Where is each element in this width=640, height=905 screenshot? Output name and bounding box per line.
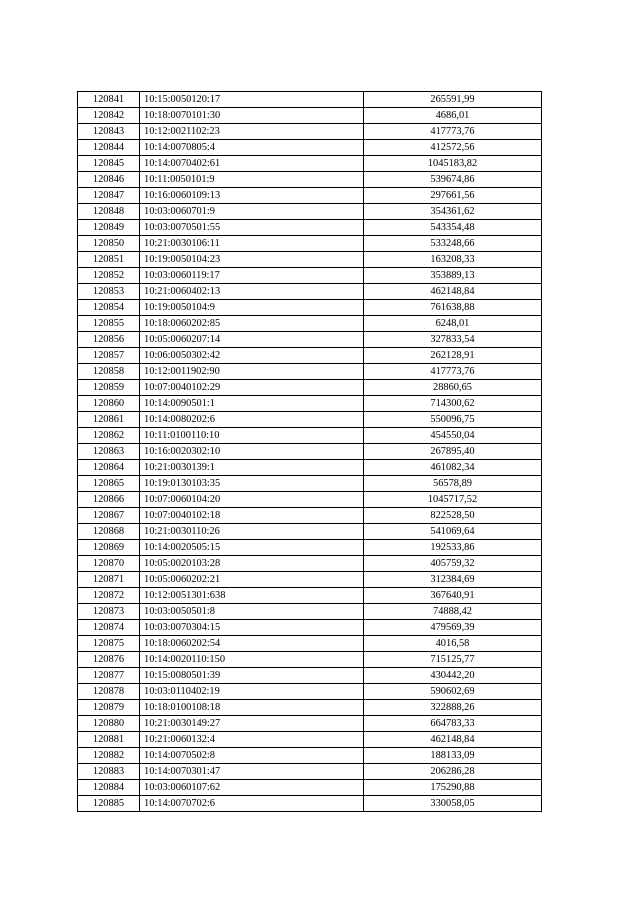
- cadastral-number-cell: 10:21:0060402:13: [140, 284, 364, 300]
- cadastral-number-cell: 10:07:0040102:29: [140, 380, 364, 396]
- table-row: [78, 428, 542, 444]
- table-row: [78, 780, 542, 796]
- amount-cell: 430442,20: [364, 668, 542, 684]
- amount-cell: 412572,56: [364, 140, 542, 156]
- cadastral-number-cell: 10:12:0011902:90: [140, 364, 364, 380]
- amount-cell: 322888,26: [364, 700, 542, 716]
- table-row: [78, 716, 542, 732]
- row-id-cell: 120872: [78, 588, 140, 604]
- row-id-cell: 120844: [78, 140, 140, 156]
- cadastral-number-cell: 10:14:0070805:4: [140, 140, 364, 156]
- amount-cell: 550096,75: [364, 412, 542, 428]
- cadastral-number-cell: 10:05:0020103:28: [140, 556, 364, 572]
- table-row: [78, 604, 542, 620]
- table-row: [78, 684, 542, 700]
- row-id-cell: 120871: [78, 572, 140, 588]
- amount-cell: 539674,86: [364, 172, 542, 188]
- table-row: [78, 636, 542, 652]
- cadastral-number-cell: 10:19:0050104:23: [140, 252, 364, 268]
- row-id-cell: 120856: [78, 332, 140, 348]
- table-row: [78, 364, 542, 380]
- cadastral-number-cell: 10:16:0060109:13: [140, 188, 364, 204]
- table-row: [78, 732, 542, 748]
- cadastral-number-cell: 10:14:0080202:6: [140, 412, 364, 428]
- row-id-cell: 120846: [78, 172, 140, 188]
- cadastral-number-cell: 10:05:0060207:14: [140, 332, 364, 348]
- cadastral-number-cell: 10:05:0060202:21: [140, 572, 364, 588]
- table-row: [78, 316, 542, 332]
- row-id-cell: 120867: [78, 508, 140, 524]
- amount-cell: 4686,01: [364, 108, 542, 124]
- cadastral-number-cell: 10:14:0090501:1: [140, 396, 364, 412]
- table-row: [78, 396, 542, 412]
- row-id-cell: 120863: [78, 444, 140, 460]
- table-row: [78, 492, 542, 508]
- row-id-cell: 120876: [78, 652, 140, 668]
- row-id-cell: 120884: [78, 780, 140, 796]
- amount-cell: 533248,66: [364, 236, 542, 252]
- table-row: [78, 284, 542, 300]
- table-row: [78, 748, 542, 764]
- row-id-cell: 120874: [78, 620, 140, 636]
- row-id-cell: 120852: [78, 268, 140, 284]
- cadastral-number-cell: 10:03:0060701:9: [140, 204, 364, 220]
- row-id-cell: 120862: [78, 428, 140, 444]
- cadastral-table: [77, 91, 542, 812]
- cadastral-number-cell: 10:12:0021102:23: [140, 124, 364, 140]
- amount-cell: 297661,56: [364, 188, 542, 204]
- amount-cell: 417773,76: [364, 364, 542, 380]
- amount-cell: 590602,69: [364, 684, 542, 700]
- row-id-cell: 120870: [78, 556, 140, 572]
- amount-cell: 206286,28: [364, 764, 542, 780]
- amount-cell: 28860,65: [364, 380, 542, 396]
- table-row: [78, 172, 542, 188]
- cadastral-number-cell: 10:03:0110402:19: [140, 684, 364, 700]
- row-id-cell: 120883: [78, 764, 140, 780]
- cadastral-number-cell: 10:15:0080501:39: [140, 668, 364, 684]
- row-id-cell: 120842: [78, 108, 140, 124]
- amount-cell: 327833,54: [364, 332, 542, 348]
- row-id-cell: 120850: [78, 236, 140, 252]
- table-row: [78, 556, 542, 572]
- row-id-cell: 120851: [78, 252, 140, 268]
- table-row: [78, 348, 542, 364]
- amount-cell: 462148,84: [364, 732, 542, 748]
- cadastral-number-cell: 10:18:0100108:18: [140, 700, 364, 716]
- table-row: [78, 476, 542, 492]
- amount-cell: 417773,76: [364, 124, 542, 140]
- table-row: [78, 764, 542, 780]
- table-row: [78, 188, 542, 204]
- table-row: [78, 156, 542, 172]
- cadastral-number-cell: 10:03:0050501:8: [140, 604, 364, 620]
- amount-cell: 188133,09: [364, 748, 542, 764]
- table-row: [78, 444, 542, 460]
- row-id-cell: 120868: [78, 524, 140, 540]
- cadastral-number-cell: 10:03:0070304:15: [140, 620, 364, 636]
- amount-cell: 405759,32: [364, 556, 542, 572]
- cadastral-number-cell: 10:16:0020302:10: [140, 444, 364, 460]
- row-id-cell: 120885: [78, 796, 140, 812]
- cadastral-number-cell: 10:14:0020505:15: [140, 540, 364, 556]
- row-id-cell: 120860: [78, 396, 140, 412]
- amount-cell: 267895,40: [364, 444, 542, 460]
- amount-cell: 367640,91: [364, 588, 542, 604]
- row-id-cell: 120879: [78, 700, 140, 716]
- amount-cell: 175290,88: [364, 780, 542, 796]
- cadastral-number-cell: 10:15:0050120:17: [140, 92, 364, 108]
- amount-cell: 541069,64: [364, 524, 542, 540]
- amount-cell: 192533,86: [364, 540, 542, 556]
- table-row: [78, 300, 542, 316]
- table-row: [78, 92, 542, 108]
- row-id-cell: 120848: [78, 204, 140, 220]
- cadastral-number-cell: 10:21:0060132:4: [140, 732, 364, 748]
- table-row: [78, 140, 542, 156]
- amount-cell: 354361,62: [364, 204, 542, 220]
- amount-cell: 265591,99: [364, 92, 542, 108]
- amount-cell: 163208,33: [364, 252, 542, 268]
- amount-cell: 664783,33: [364, 716, 542, 732]
- cadastral-number-cell: 10:11:0100110:10: [140, 428, 364, 444]
- row-id-cell: 120854: [78, 300, 140, 316]
- cadastral-number-cell: 10:18:0060202:85: [140, 316, 364, 332]
- amount-cell: 543354,48: [364, 220, 542, 236]
- table-row: [78, 460, 542, 476]
- table-row: [78, 524, 542, 540]
- table-row: [78, 268, 542, 284]
- table-row: [78, 620, 542, 636]
- table-row: [78, 220, 542, 236]
- cadastral-number-cell: 10:06:0050302:42: [140, 348, 364, 364]
- cadastral-number-cell: 10:21:0030139:1: [140, 460, 364, 476]
- amount-cell: 74888,42: [364, 604, 542, 620]
- table-row: [78, 204, 542, 220]
- row-id-cell: 120843: [78, 124, 140, 140]
- row-id-cell: 120849: [78, 220, 140, 236]
- row-id-cell: 120841: [78, 92, 140, 108]
- table-row: [78, 508, 542, 524]
- amount-cell: 56578,89: [364, 476, 542, 492]
- cadastral-number-cell: 10:03:0060119:17: [140, 268, 364, 284]
- table-row: [78, 668, 542, 684]
- row-id-cell: 120859: [78, 380, 140, 396]
- amount-cell: 479569,39: [364, 620, 542, 636]
- table-row: [78, 540, 542, 556]
- row-id-cell: 120855: [78, 316, 140, 332]
- cadastral-number-cell: 10:21:0030149:27: [140, 716, 364, 732]
- amount-cell: 262128,91: [364, 348, 542, 364]
- cadastral-number-cell: 10:21:0030110:26: [140, 524, 364, 540]
- cadastral-number-cell: 10:14:0070402:61: [140, 156, 364, 172]
- cadastral-number-cell: 10:11:0050101:9: [140, 172, 364, 188]
- amount-cell: 454550,04: [364, 428, 542, 444]
- table-row: [78, 380, 542, 396]
- row-id-cell: 120857: [78, 348, 140, 364]
- row-id-cell: 120880: [78, 716, 140, 732]
- table-row: [78, 236, 542, 252]
- table-row: [78, 108, 542, 124]
- cadastral-number-cell: 10:14:0070502:8: [140, 748, 364, 764]
- amount-cell: 714300,62: [364, 396, 542, 412]
- amount-cell: 6248,01: [364, 316, 542, 332]
- row-id-cell: 120845: [78, 156, 140, 172]
- row-id-cell: 120861: [78, 412, 140, 428]
- table-row: [78, 412, 542, 428]
- amount-cell: 461082,34: [364, 460, 542, 476]
- row-id-cell: 120858: [78, 364, 140, 380]
- table-row: [78, 700, 542, 716]
- cadastral-number-cell: 10:21:0030106:11: [140, 236, 364, 252]
- row-id-cell: 120847: [78, 188, 140, 204]
- cadastral-number-cell: 10:14:0020110:150: [140, 652, 364, 668]
- amount-cell: 4016,58: [364, 636, 542, 652]
- amount-cell: 822528,50: [364, 508, 542, 524]
- cadastral-number-cell: 10:18:0060202:54: [140, 636, 364, 652]
- table-row: [78, 796, 542, 812]
- cadastral-number-cell: 10:12:0051301:638: [140, 588, 364, 604]
- cadastral-number-cell: 10:07:0040102:18: [140, 508, 364, 524]
- table-row: [78, 588, 542, 604]
- row-id-cell: 120882: [78, 748, 140, 764]
- cadastral-number-cell: 10:07:0060104:20: [140, 492, 364, 508]
- row-id-cell: 120864: [78, 460, 140, 476]
- amount-cell: 462148,84: [364, 284, 542, 300]
- row-id-cell: 120866: [78, 492, 140, 508]
- cadastral-number-cell: 10:03:0060107:62: [140, 780, 364, 796]
- amount-cell: 330058,05: [364, 796, 542, 812]
- cadastral-number-cell: 10:19:0130103:35: [140, 476, 364, 492]
- amount-cell: 1045183,82: [364, 156, 542, 172]
- cadastral-number-cell: 10:14:0070301:47: [140, 764, 364, 780]
- row-id-cell: 120877: [78, 668, 140, 684]
- amount-cell: 761638,88: [364, 300, 542, 316]
- row-id-cell: 120881: [78, 732, 140, 748]
- row-id-cell: 120873: [78, 604, 140, 620]
- row-id-cell: 120875: [78, 636, 140, 652]
- cadastral-number-cell: 10:19:0050104:9: [140, 300, 364, 316]
- row-id-cell: 120869: [78, 540, 140, 556]
- table-row: [78, 652, 542, 668]
- amount-cell: 1045717,52: [364, 492, 542, 508]
- table-row: [78, 252, 542, 268]
- amount-cell: 353889,13: [364, 268, 542, 284]
- amount-cell: 312384,69: [364, 572, 542, 588]
- amount-cell: 715125,77: [364, 652, 542, 668]
- row-id-cell: 120878: [78, 684, 140, 700]
- cadastral-number-cell: 10:03:0070501:55: [140, 220, 364, 236]
- row-id-cell: 120853: [78, 284, 140, 300]
- cadastral-number-cell: 10:18:0070101:30: [140, 108, 364, 124]
- cadastral-number-cell: 10:14:0070702:6: [140, 796, 364, 812]
- row-id-cell: 120865: [78, 476, 140, 492]
- table-body: [78, 92, 542, 812]
- table-row: [78, 124, 542, 140]
- table-row: [78, 572, 542, 588]
- table-row: [78, 332, 542, 348]
